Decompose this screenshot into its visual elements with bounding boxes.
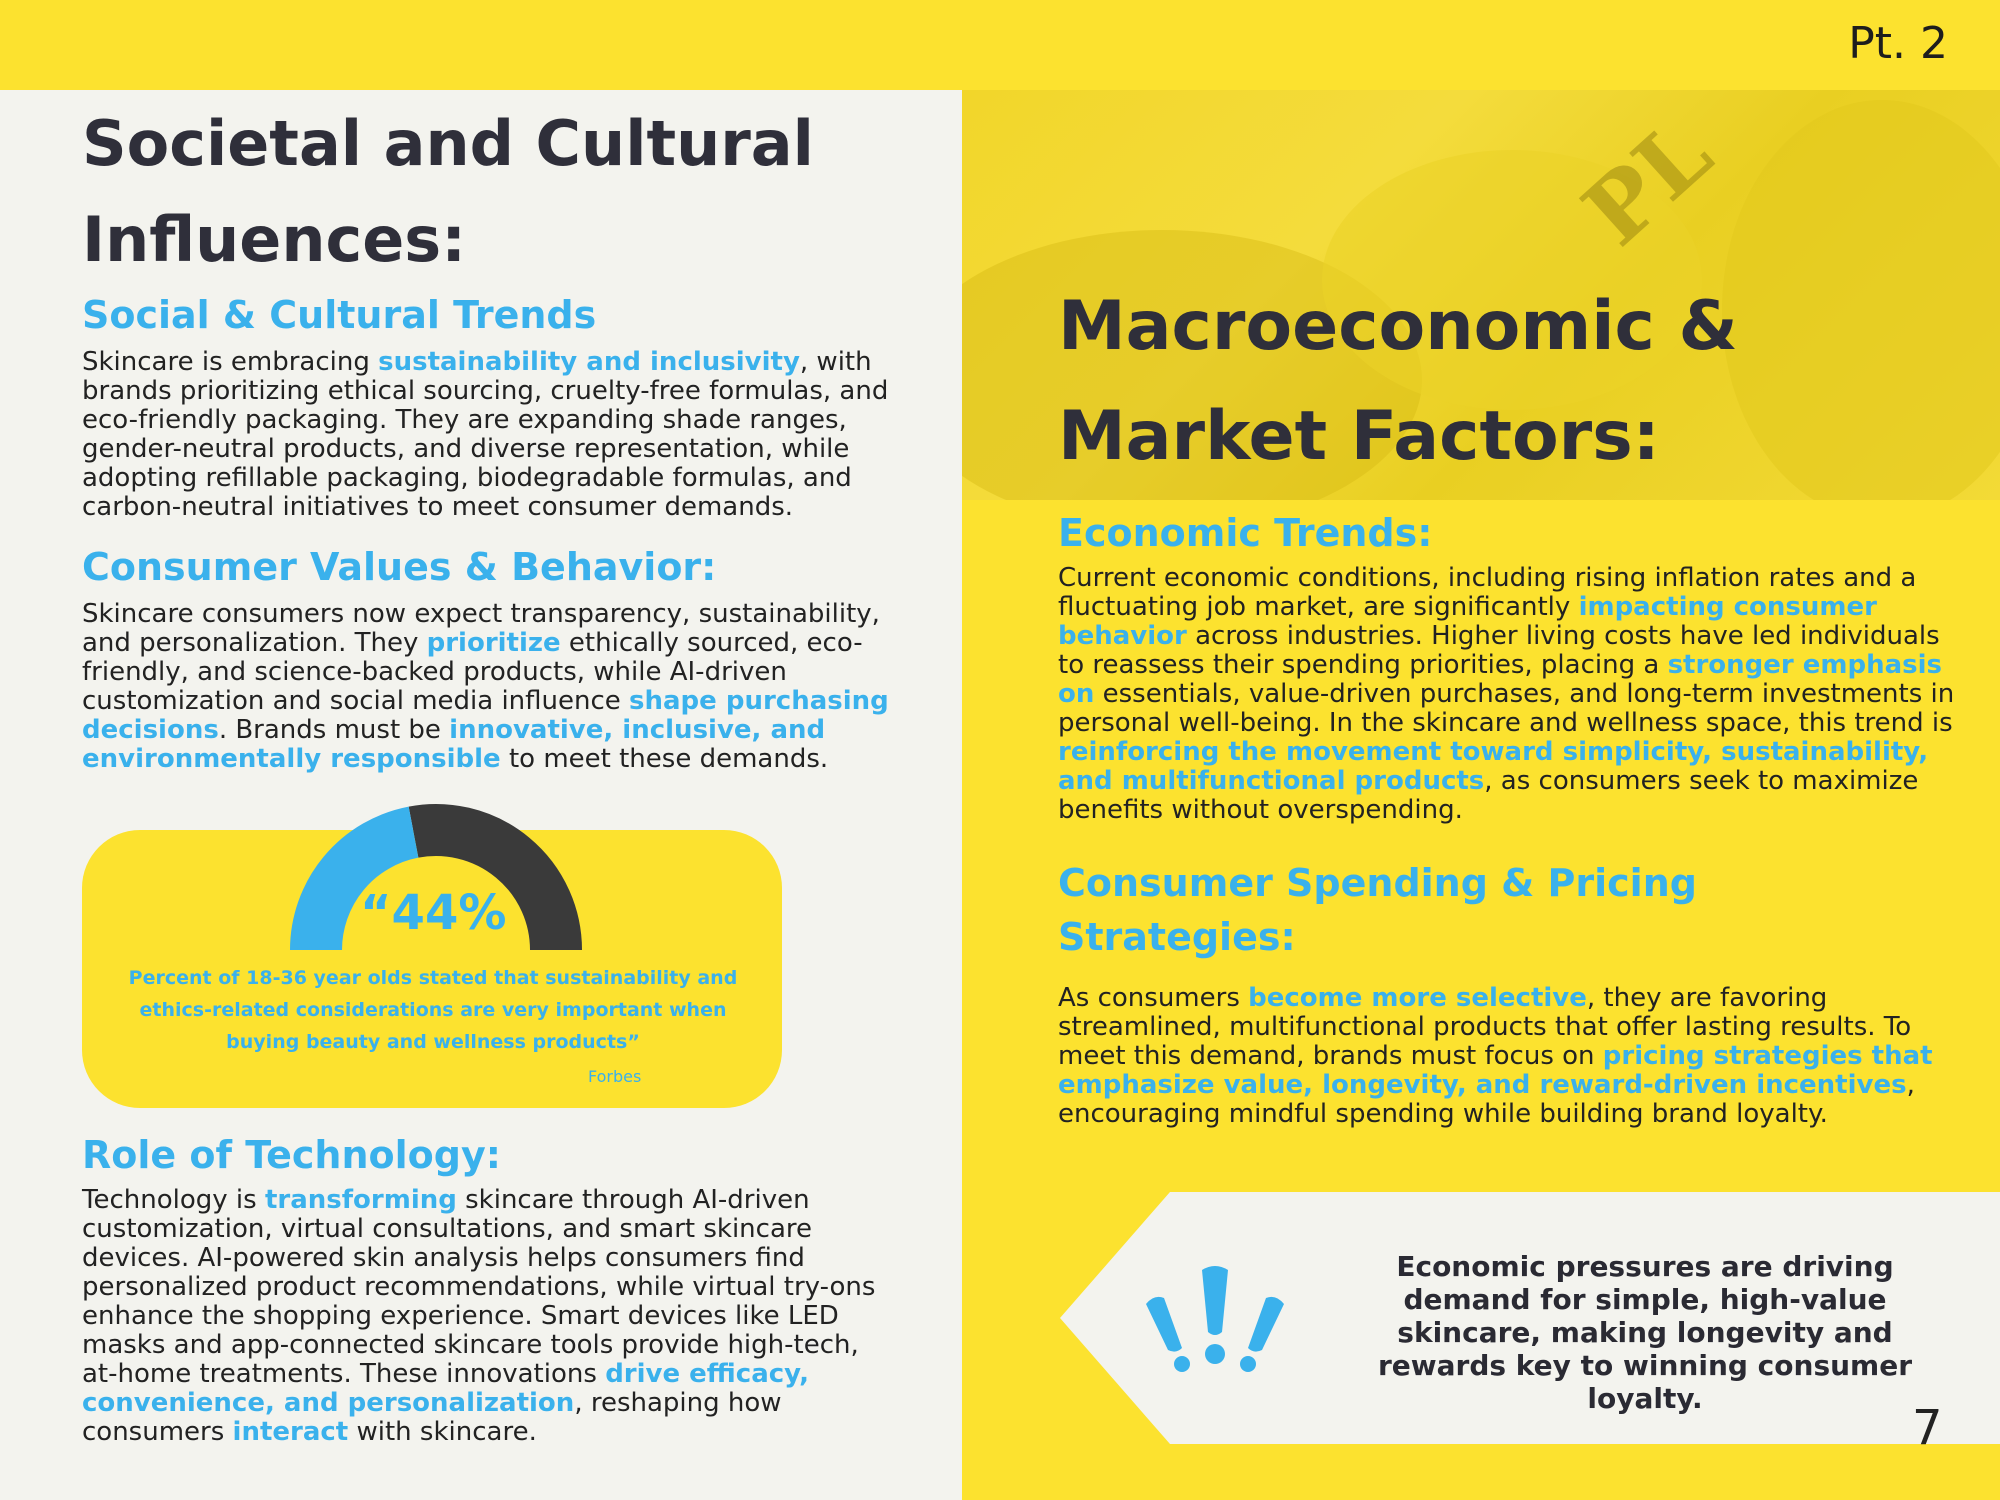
- text-run: , reshaping how consumers: [82, 1388, 782, 1447]
- text-run: , encouraging mindful spending while building brand loyalty.: [1058, 1070, 1915, 1129]
- text-run: skincare through AI-driven customization, virtual consultations, and smart skincare devices. AI-powered skin analysis helps consumers find personalized product recommendations, while virtual try-ons enhance the shopping experience. Smart devices like LED masks and app-connected skincare tools provide high-tech, at-home treatments. These innovations: [82, 1185, 876, 1389]
- highlight-text: interact: [232, 1417, 349, 1447]
- highlight-text: impacting consumer behavior: [1058, 592, 1877, 651]
- highlight-text: drive efficacy, convenience, and personalization: [82, 1359, 809, 1418]
- exclamation-burst-icon: [1140, 1262, 1290, 1372]
- paragraph-consumer-spending: [1058, 984, 1958, 1129]
- stat-description: Percent of 18-36 year olds stated that sustainability and ethics-related considerations are very important when buying beauty and wellness products”: [128, 967, 738, 1053]
- text-run: Technology is: [82, 1185, 265, 1215]
- text-run: with skincare.: [348, 1417, 537, 1447]
- left-title-line2: Influences:: [82, 203, 466, 276]
- part-label: Pt. 2: [1848, 18, 1948, 69]
- highlight-text: transforming: [264, 1185, 457, 1215]
- heading-role-of-technology: Role of Technology:: [82, 1133, 501, 1177]
- text-run: . Brands must be: [218, 715, 450, 745]
- text-run: across industries. Higher living costs have led individuals to reassess their spending priorities, placing a: [1058, 621, 1940, 680]
- highlight-text: stronger emphasis on: [1058, 650, 1943, 709]
- paragraph-economic-trends: [1058, 564, 1958, 825]
- right-title: [1058, 272, 1958, 492]
- paragraph-consumer-values: [82, 600, 902, 774]
- text-run: , with brands prioritizing ethical sourcing, cruelty-free formulas, and eco-friendly packaging. They are expanding shade ranges, gender-neutral products, and diverse representation, while adopting refillable packaging, biodegradable formulas, and carbon-neutral initiatives to meet consumer demands.: [82, 347, 889, 522]
- text-run: , as consumers seek to maximize benefits without overspending.: [1058, 766, 1919, 825]
- text-run: ethically sourced, eco-friendly, and science-backed products, while AI-driven customization and social media influence: [82, 628, 863, 716]
- heading-consumer-spending: [1058, 856, 1697, 964]
- highlight-text: reinforcing the movement toward simplicity, sustainability, and multifunctional products: [1058, 737, 1929, 796]
- paragraph-social-cultural-trends: [82, 348, 922, 522]
- highlight-text: sustainability and inclusivity: [378, 347, 800, 377]
- text-run: to meet these demands.: [500, 744, 829, 774]
- text-run: As consumers: [1058, 983, 1249, 1013]
- heading-social-cultural-trends: Social & Cultural Trends: [82, 293, 597, 337]
- stat-value: “44%: [360, 885, 507, 941]
- highlight-text: pricing strategies that emphasize value, longevity, and reward-driven incentives: [1058, 1041, 1933, 1100]
- text-run: Current economic conditions, including rising inflation rates and a fluctuating job market, are significantly: [1058, 563, 1917, 622]
- left-title-line1: Societal and Cultural: [82, 107, 814, 180]
- heading-consumer-spending-line2: Strategies:: [1058, 915, 1296, 959]
- photo-brand-text: PL: [1563, 99, 1732, 267]
- top-banner: [0, 0, 2000, 90]
- left-title: [82, 96, 942, 288]
- heading-consumer-values: Consumer Values & Behavior:: [82, 545, 717, 589]
- heading-consumer-spending-line1: Consumer Spending & Pricing: [1058, 861, 1697, 905]
- text-run: Skincare is embracing: [82, 347, 379, 377]
- right-title-line1: Macroeconomic &: [1058, 287, 1738, 366]
- callout-text: Economic pressures are driving demand for simple, high-value skincare, making longevity and rewards key to winning consumer loyalty.: [1377, 1250, 1913, 1415]
- highlight-text: prioritize: [426, 628, 561, 658]
- highlight-text: become more selective: [1248, 983, 1587, 1013]
- highlight-text: shape purchasing decisions: [82, 686, 889, 745]
- page-number: 7: [1912, 1400, 1943, 1456]
- stat-source: Forbes: [588, 1067, 642, 1086]
- right-title-line2: Market Factors:: [1058, 397, 1660, 476]
- paragraph-role-of-technology: [82, 1186, 902, 1447]
- text-run: , they are favoring streamlined, multifunctional products that offer lasting results. To meet this demand, brands must focus on: [1058, 983, 1912, 1071]
- text-run: Skincare consumers now expect transparency, sustainability, and personalization. They: [82, 599, 880, 658]
- highlight-text: innovative, inclusive, and environmentally responsible: [82, 715, 826, 774]
- heading-economic-trends: Economic Trends:: [1058, 511, 1433, 555]
- text-run: essentials, value-driven purchases, and long-term investments in personal well-being. In the skincare and wellness space, this trend is: [1058, 679, 1955, 738]
